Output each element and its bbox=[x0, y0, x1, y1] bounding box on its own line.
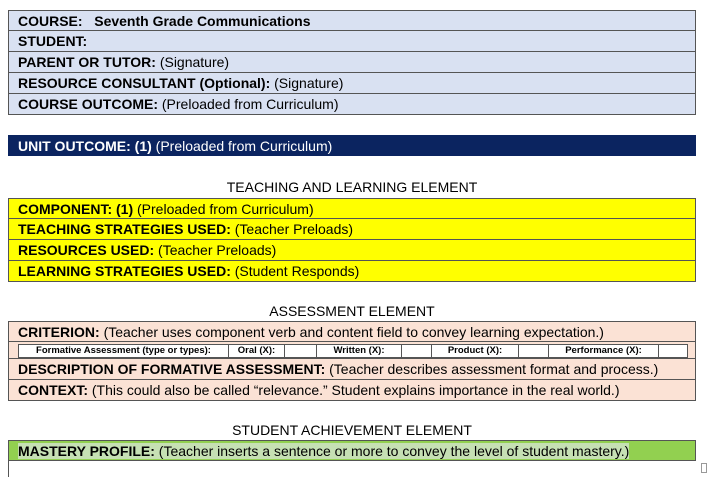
course-outcome-row[interactable] bbox=[8, 94, 696, 115]
resources-value: (Teacher Preloads) bbox=[158, 242, 277, 258]
unit-outcome-value: (Preloaded from Curriculum) bbox=[155, 138, 333, 154]
product-label-cell: Product (X): bbox=[432, 345, 519, 357]
context-value: (This could also be called “relevance.” Student explains importance in the real world.) bbox=[91, 382, 620, 398]
resources-row[interactable] bbox=[8, 240, 696, 261]
mastery-value: (Teacher inserts a sentence or more to convey the level of student mastery.) bbox=[158, 443, 630, 459]
achievement-table bbox=[8, 440, 696, 461]
assessment-table bbox=[8, 321, 696, 401]
formative-label-cell: Formative Assessment (type or types): bbox=[19, 345, 229, 357]
resources-label: RESOURCES USED: bbox=[18, 242, 155, 258]
context-row[interactable] bbox=[8, 380, 696, 401]
written-input-cell[interactable] bbox=[402, 345, 432, 357]
course-row[interactable] bbox=[8, 10, 696, 31]
oral-input-cell[interactable] bbox=[285, 345, 317, 357]
assessment-heading: ASSESSMENT ELEMENT bbox=[269, 303, 435, 319]
next-row-border bbox=[8, 460, 9, 477]
course-info-table bbox=[8, 10, 696, 115]
mastery-label: MASTERY PROFILE: bbox=[18, 443, 155, 459]
unit-outcome-label: UNIT OUTCOME: (1) bbox=[18, 138, 152, 154]
product-input-cell[interactable] bbox=[519, 345, 549, 357]
performance-label-cell: Performance (X): bbox=[549, 345, 659, 357]
criterion-label: CRITERION: bbox=[18, 324, 100, 340]
criterion-row[interactable] bbox=[8, 321, 696, 342]
parent-row[interactable] bbox=[8, 52, 696, 73]
resource-value: (Signature) bbox=[274, 75, 344, 91]
student-label: STUDENT: bbox=[18, 33, 88, 49]
formative-assessment-grid bbox=[18, 344, 688, 358]
paste-options-icon[interactable] bbox=[701, 463, 707, 473]
formative-assessment-row bbox=[8, 342, 696, 359]
description-value: (Teacher describes assessment format and process.) bbox=[329, 361, 659, 377]
teaching-strategies-value: (Teacher Preloads) bbox=[234, 221, 354, 237]
criterion-value: (Teacher uses component verb and content field to convey learning expectation.) bbox=[103, 324, 604, 340]
learning-strategies-label: LEARNING STRATEGIES USED: bbox=[18, 263, 231, 279]
achievement-heading: STUDENT ACHIEVEMENT ELEMENT bbox=[232, 422, 472, 438]
component-label: COMPONENT: (1) bbox=[18, 201, 134, 217]
student-row[interactable] bbox=[8, 31, 696, 52]
resource-row[interactable] bbox=[8, 73, 696, 94]
description-row[interactable] bbox=[8, 359, 696, 380]
parent-label: PARENT OR TUTOR: bbox=[18, 54, 156, 70]
unit-outcome-row[interactable] bbox=[8, 135, 696, 156]
learning-strategies-row[interactable] bbox=[8, 261, 696, 282]
teaching-heading: TEACHING AND LEARNING ELEMENT bbox=[226, 179, 478, 195]
oral-label-cell: Oral (X): bbox=[229, 345, 285, 357]
performance-input-cell[interactable] bbox=[659, 345, 687, 357]
component-row[interactable] bbox=[8, 198, 696, 219]
mastery-text bbox=[18, 443, 629, 459]
learning-strategies-value: (Student Responds) bbox=[234, 263, 360, 279]
resource-label: RESOURCE CONSULTANT (Optional): bbox=[18, 75, 271, 91]
component-value: (Preloaded from Curriculum) bbox=[137, 201, 314, 217]
course-outcome-label: COURSE OUTCOME: bbox=[18, 96, 158, 112]
course-label: COURSE: bbox=[18, 13, 83, 29]
context-label: CONTEXT: bbox=[18, 382, 88, 398]
teaching-table bbox=[8, 198, 696, 282]
parent-value: (Signature) bbox=[159, 54, 230, 70]
teaching-strategies-row[interactable] bbox=[8, 219, 696, 240]
course-outcome-value: (Preloaded from Curriculum) bbox=[161, 96, 339, 112]
mastery-row[interactable] bbox=[8, 440, 696, 461]
course-value: Seventh Grade Communications bbox=[94, 13, 311, 29]
description-label: DESCRIPTION OF FORMATIVE ASSESSMENT: bbox=[18, 361, 326, 377]
teaching-strategies-label: TEACHING STRATEGIES USED: bbox=[18, 221, 231, 237]
written-label-cell: Written (X): bbox=[317, 345, 402, 357]
